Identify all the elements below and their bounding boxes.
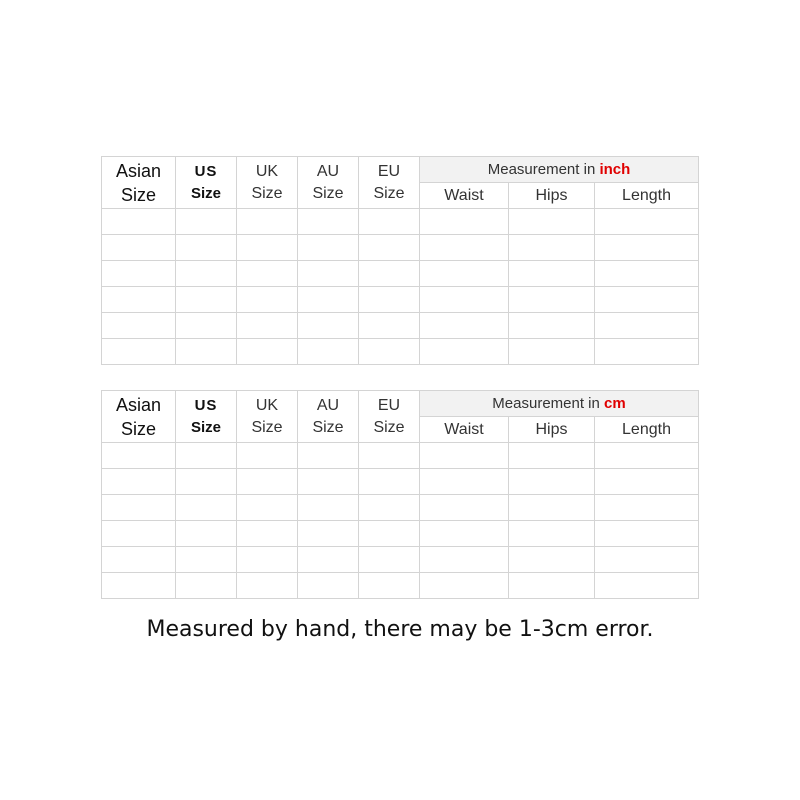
- length-cell: [595, 443, 699, 469]
- uk-size-header-line1: UK: [255, 162, 279, 180]
- au-size-cell: [298, 313, 359, 339]
- length-cell: [595, 495, 699, 521]
- length-cell: [595, 209, 699, 235]
- uk-size-cell: [237, 521, 298, 547]
- us-size-cell: [176, 261, 237, 287]
- uk-size-cell: [237, 209, 298, 235]
- us-size-cell: [176, 235, 237, 261]
- length-cell: [595, 261, 699, 287]
- au-size-cell: [298, 547, 359, 573]
- eu-size-cell: [359, 443, 420, 469]
- measurement-prefix: Measurement in: [492, 395, 605, 412]
- length-header: Length: [595, 183, 699, 209]
- table-row: [102, 521, 699, 547]
- waist-header: Waist: [420, 417, 509, 443]
- table-row: [102, 547, 699, 573]
- au-size-cell: [298, 495, 359, 521]
- eu-size-cell: [359, 339, 420, 365]
- eu-size-cell: [359, 547, 420, 573]
- hips-cell: [509, 469, 595, 495]
- length-cell: [595, 339, 699, 365]
- au-size-cell: [298, 339, 359, 365]
- uk-size-cell: [237, 547, 298, 573]
- us-size-header: [176, 391, 237, 443]
- eu-size-header: [359, 391, 420, 443]
- measurement-unit: cm: [604, 395, 626, 412]
- hips-cell: [509, 209, 595, 235]
- asian-size-cell: [102, 573, 176, 599]
- us-size-cell: [176, 339, 237, 365]
- us-size-header-line2: Size: [190, 418, 221, 436]
- au-size-cell: [298, 287, 359, 313]
- uk-size-cell: [237, 287, 298, 313]
- us-size-header: [176, 157, 237, 209]
- uk-size-header-line1: UK: [255, 396, 279, 414]
- asian-size-cell: [102, 235, 176, 261]
- uk-size-cell: [237, 313, 298, 339]
- eu-size-cell: [359, 313, 420, 339]
- waist-cell: [420, 495, 509, 521]
- asian-size-cell: [102, 547, 176, 573]
- table-row: [102, 313, 699, 339]
- length-cell: [595, 521, 699, 547]
- waist-cell: [420, 235, 509, 261]
- hips-cell: [509, 339, 595, 365]
- au-size-cell: [298, 235, 359, 261]
- au-size-header: [298, 157, 359, 209]
- us-size-cell: [176, 287, 237, 313]
- waist-cell: [420, 209, 509, 235]
- length-cell: [595, 235, 699, 261]
- asian-size-cell: [102, 287, 176, 313]
- table-row: [102, 469, 699, 495]
- hips-cell: [509, 313, 595, 339]
- uk-size-header: [237, 157, 298, 209]
- size-table-inch: [101, 156, 699, 365]
- table-row: [102, 235, 699, 261]
- hips-cell: [509, 235, 595, 261]
- hips-cell: [509, 261, 595, 287]
- eu-size-header-line2: Size: [373, 184, 405, 202]
- hips-cell: [509, 573, 595, 599]
- asian-size-cell: [102, 469, 176, 495]
- length-cell: [595, 313, 699, 339]
- waist-cell: [420, 443, 509, 469]
- eu-size-header-line2: Size: [373, 418, 405, 436]
- eu-size-cell: [359, 469, 420, 495]
- au-size-cell: [298, 443, 359, 469]
- eu-size-header: [359, 157, 420, 209]
- uk-size-cell: [237, 235, 298, 261]
- waist-cell: [420, 287, 509, 313]
- hips-cell: [509, 495, 595, 521]
- asian-size-cell: [102, 521, 176, 547]
- eu-size-header-line1: EU: [377, 162, 401, 180]
- au-size-cell: [298, 469, 359, 495]
- measurement-header: [420, 391, 699, 417]
- uk-size-cell: [237, 261, 298, 287]
- uk-size-cell: [237, 495, 298, 521]
- eu-size-cell: [359, 287, 420, 313]
- waist-cell: [420, 339, 509, 365]
- table-row: [102, 261, 699, 287]
- asian-size-cell: [102, 209, 176, 235]
- table-row: [102, 209, 699, 235]
- hips-header: Hips: [509, 417, 595, 443]
- length-cell: [595, 573, 699, 599]
- au-size-header-line2: Size: [312, 418, 344, 436]
- eu-size-cell: [359, 235, 420, 261]
- us-size-cell: [176, 443, 237, 469]
- waist-cell: [420, 261, 509, 287]
- us-size-cell: [176, 521, 237, 547]
- eu-size-cell: [359, 209, 420, 235]
- eu-size-cell: [359, 495, 420, 521]
- asian-size-cell: [102, 261, 176, 287]
- asian-size-header-line2: Size: [120, 184, 156, 205]
- waist-cell: [420, 573, 509, 599]
- length-cell: [595, 287, 699, 313]
- us-size-cell: [176, 313, 237, 339]
- uk-size-header-line2: Size: [251, 418, 283, 436]
- uk-size-cell: [237, 469, 298, 495]
- measurement-header: [420, 157, 699, 183]
- hips-cell: [509, 287, 595, 313]
- table-row: [102, 339, 699, 365]
- asian-size-header-line1: Asian: [115, 160, 162, 181]
- asian-size-cell: [102, 313, 176, 339]
- us-size-header-line1: US: [194, 162, 218, 180]
- asian-size-cell: [102, 495, 176, 521]
- eu-size-header-line1: EU: [377, 396, 401, 414]
- table-row: [102, 443, 699, 469]
- asian-size-header-line2: Size: [120, 418, 156, 439]
- eu-size-cell: [359, 521, 420, 547]
- measurement-unit: inch: [599, 161, 631, 178]
- au-size-header-line2: Size: [312, 184, 344, 202]
- length-header: Length: [595, 417, 699, 443]
- asian-size-header-line1: Asian: [115, 394, 162, 415]
- waist-cell: [420, 521, 509, 547]
- hips-cell: [509, 521, 595, 547]
- table-row: [102, 287, 699, 313]
- au-size-cell: [298, 261, 359, 287]
- table-row: [102, 495, 699, 521]
- au-size-cell: [298, 209, 359, 235]
- hips-header: Hips: [509, 183, 595, 209]
- au-size-header-line1: AU: [316, 162, 340, 180]
- waist-header: Waist: [420, 183, 509, 209]
- waist-cell: [420, 547, 509, 573]
- waist-cell: [420, 469, 509, 495]
- length-cell: [595, 547, 699, 573]
- eu-size-cell: [359, 573, 420, 599]
- us-size-cell: [176, 495, 237, 521]
- asian-size-header: [102, 391, 176, 443]
- uk-size-cell: [237, 443, 298, 469]
- uk-size-header-line2: Size: [251, 184, 283, 202]
- uk-size-header: [237, 391, 298, 443]
- size-table-cm: [101, 390, 699, 599]
- hips-cell: [509, 547, 595, 573]
- measurement-prefix: Measurement in: [487, 161, 600, 178]
- us-size-cell: [176, 209, 237, 235]
- au-size-cell: [298, 521, 359, 547]
- asian-size-header: [102, 157, 176, 209]
- asian-size-cell: [102, 443, 176, 469]
- au-size-cell: [298, 573, 359, 599]
- measurement-note: Measured by hand, there may be 1-3cm error.: [146, 617, 654, 642]
- us-size-header-line1: US: [194, 396, 218, 414]
- eu-size-cell: [359, 261, 420, 287]
- us-size-header-line2: Size: [190, 184, 221, 202]
- au-size-header-line1: AU: [316, 396, 340, 414]
- table-row: [102, 573, 699, 599]
- uk-size-cell: [237, 339, 298, 365]
- hips-cell: [509, 443, 595, 469]
- au-size-header: [298, 391, 359, 443]
- asian-size-cell: [102, 339, 176, 365]
- us-size-cell: [176, 573, 237, 599]
- uk-size-cell: [237, 573, 298, 599]
- waist-cell: [420, 313, 509, 339]
- us-size-cell: [176, 469, 237, 495]
- us-size-cell: [176, 547, 237, 573]
- length-cell: [595, 469, 699, 495]
